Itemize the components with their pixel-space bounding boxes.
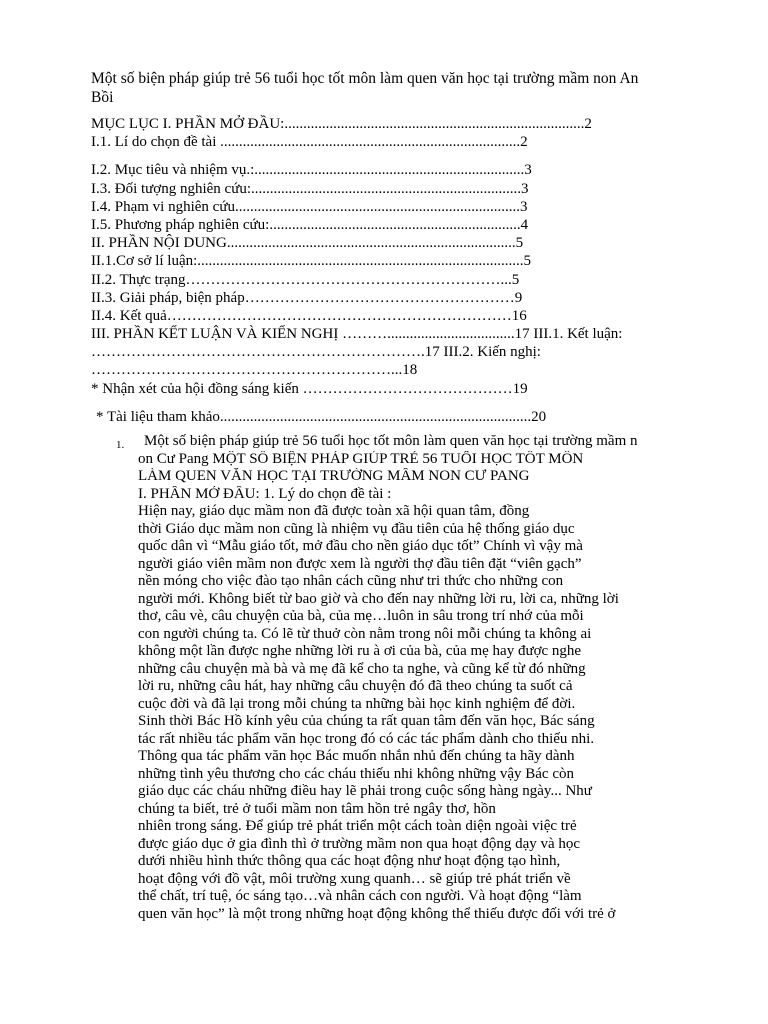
toc-line: II.2. Thực trạng………………………………………………………...5: [91, 271, 520, 288]
toc-line: I.4. Phạm vi nghiên cứu............................................................................3: [91, 198, 528, 215]
body-line: Một số biện pháp giúp trẻ 56 tuổi học tốt môn làm quen văn học tại trường mầm n: [144, 433, 638, 449]
toc-line: II.4. Kết quả……………………………………………………………16: [91, 307, 527, 324]
toc-line: I.2. Mục tiêu và nhiệm vụ.:........................................................................3: [91, 162, 532, 179]
body-line: những tình yêu thương cho các cháu thiếu nhi không những vậy Bác còn: [138, 765, 574, 782]
body-line: người giáo viên mầm non được xem là người thợ đầu tiên đặt “viên gạch”: [138, 555, 582, 572]
body-line: dưới nhiều hình thức thông qua các hoạt động như hoạt động tạo hình,: [138, 853, 561, 869]
body-line: Hiện nay, giáo dục mầm non đã được toàn xã hội quan tâm, đồng: [138, 503, 530, 519]
toc-line: * Nhận xét của hội đồng sáng kiến ……………………………………19: [91, 380, 528, 397]
body-line: Thông qua tác phẩm văn học Bác muốn nhắn nhủ đến chúng ta hãy dành: [138, 748, 575, 764]
body-line: thơ, câu vè, câu chuyện của bà, của mẹ…luôn in sâu trong trí nhớ của mỗi: [138, 608, 584, 624]
body-paragraph: [138, 433, 698, 923]
body-line: người mới. Không biết từ bao giờ và cho đến nay những lời ru, lời ca, những lời: [138, 590, 619, 607]
body-line: Sinh thời Bác Hồ kính yêu của chúng ta rất quan tâm đến văn học, Bác sáng: [138, 713, 595, 729]
toc-line: ………………………………………………………….17 III.2. Kiến nghị:: [91, 344, 541, 361]
body-line: nền móng cho việc đào tạo nhân cách cũng như tri thức cho những con: [138, 573, 564, 589]
body-line: LÀM QUEN VĂN HỌC TẠI TRƯỜNG MẦM NON CƯ PANG: [138, 468, 530, 484]
body-line: thời Giáo dục mầm non cũng là nhiệm vụ đầu tiên của hệ thống giáo dục: [138, 520, 575, 537]
body-line: lời ru, những câu hát, hay những câu chuyện đó đã theo chúng ta suốt cả: [138, 678, 573, 694]
table-of-contents: [91, 115, 701, 426]
body-line: nhiên trong sáng. Để giúp trẻ phát triển một cách toàn diện ngoài việc trẻ: [138, 818, 577, 834]
body-line: quen văn học” là một trong những hoạt động không thể thiếu được đối với trẻ ở: [138, 905, 616, 922]
toc-line: I.3. Đối tượng nghiên cứu:........................................................................3: [91, 180, 529, 197]
list-number: 1.: [116, 439, 125, 451]
toc-line: III. PHẦN KẾT LUẬN VÀ KIẾN NGHỊ ………..................................17 III.1. Kết luận:: [91, 326, 623, 343]
body-line: những câu chuyện mà bà và mẹ đã kể cho ta nghe, và cũng kể từ đó những: [138, 660, 586, 677]
body-line: I. PHẦN MỞ ĐẦU: 1. Lý do chọn đề tài :: [138, 485, 392, 502]
body-line: tác rất nhiều tác phẩm văn học trong đó có các tác phẩm dành cho thiếu nhi.: [138, 730, 595, 747]
title-line-1: Một số biện pháp giúp trẻ 56 tuổi học tốt môn làm quen văn học tại trường mầm non An: [91, 70, 639, 87]
body-line: hoạt động với đồ vật, môi trường xung quanh… sẽ giúp trẻ phát triển về: [138, 870, 571, 887]
body-line: quốc dân vì “Mẫu giáo tốt, mở đầu cho nền giáo dục tốt” Chính vì vậy mà: [138, 538, 583, 554]
toc-line: II. PHẦN NỘI DUNG.............................................................................5: [91, 235, 524, 252]
toc-heading-line: MỤC LỤC I. PHẦN MỞ ĐẦU:................................................................................2: [91, 116, 592, 132]
body-line: con người chúng ta. Có lẽ từ thuở còn nằm trong nôi mỗi chúng ta không ai: [138, 625, 592, 642]
title-line-2: Bồi: [91, 89, 114, 106]
toc-line: I.1. Lí do chọn đề tài ................................................................................2: [91, 134, 528, 151]
document-title: [91, 69, 701, 107]
toc-line: * Tài liệu tham khảo...................................................................................20: [96, 408, 547, 425]
toc-line: II.3. Giải pháp, biện pháp………………………………………………9: [91, 289, 523, 306]
body-line: thể chất, trí tuệ, óc sáng tạo…và nhân cách con người. Và hoạt động “làm: [138, 888, 582, 904]
body-line: giáo dục các cháu những điều hay lẽ phải trong cuộc sống hàng ngày... Như: [138, 783, 592, 799]
body-line: không một lần được nghe những lời ru à ơi của bà, của mẹ hay được nghe: [138, 643, 582, 659]
toc-line: I.5. Phương pháp nghiên cứu:...................................................................4: [91, 216, 529, 233]
body-line: on Cư Pang MỘT SỐ BIỆN PHÁP GIÚP TRẺ 56 TUỔI HỌC TỐT MÔN: [138, 450, 584, 467]
toc-line: II.1.Cơ sở lí luận:.......................................................................................5: [91, 253, 532, 270]
body-line: được giáo dục ở gia đình thì ở trường mầm non qua hoạt động dạy và học: [138, 835, 581, 852]
body-line: chúng ta biết, trẻ ở tuổi mầm non tâm hồn trẻ ngây thơ, hồn: [138, 800, 496, 817]
toc-line: ……………………………………………………...18: [91, 362, 418, 379]
body-line: cuộc đời và đã lại trong mỗi chúng ta những bài học kinh nghiệm để đời.: [138, 695, 576, 712]
